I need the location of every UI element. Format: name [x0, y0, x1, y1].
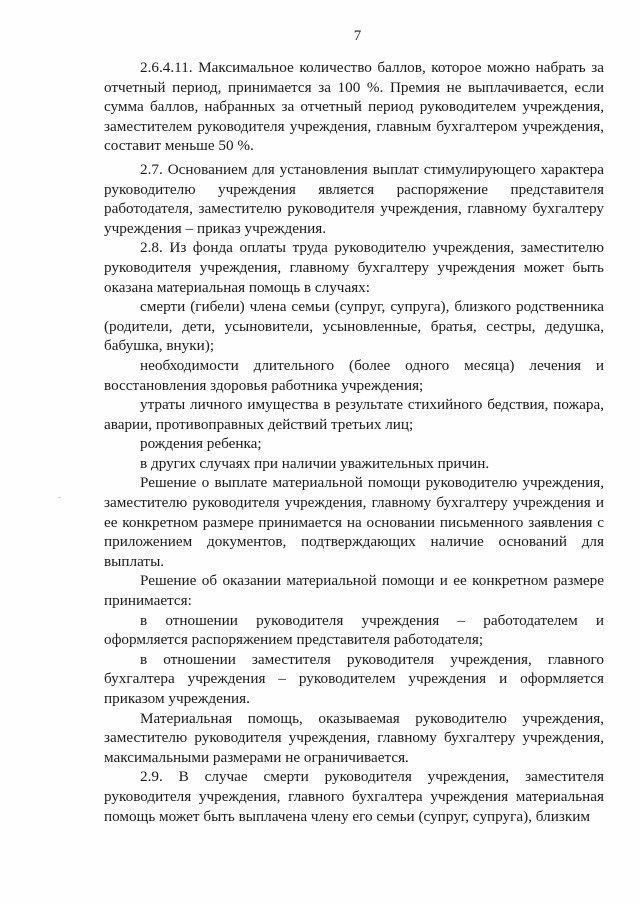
document-body	[104, 58, 604, 826]
paragraph-2-6-4-11: 2.6.4.11. Максимальное количество баллов, которое можно набрать за отчетный период, принимается за 100 %. Премия не выплачивается, если сумма баллов, набранных за отчетный период руководителем учреждения, заместителем руководителя учреждения, главным бухгалтером учреждения, составит меньше 50 %.	[104, 59, 604, 155]
list-item-regarding-head: в отношении руководителя учреждения – работодателем и оформляется распоряжением представителя работодателя;	[104, 611, 604, 649]
list-item-other-cases: в других случаях при наличии уважительных причин.	[140, 454, 490, 472]
paragraph-payment-decision: Решение о выплате материальной помощи руководителю учреждения, заместителю руководителя учреждения, главному бухгалтеру учреждения и ее конкретном размере принимается на основании письменного заявления с приложением документов, подтверждающих наличие оснований для выплаты.	[104, 474, 604, 570]
list-item-death-of-family-member: смерти (гибели) члена семьи (супруг, супруга), близкого родственника (родители, дети, усыновители, усыновленные, братья, сестры, дедушка, бабушка, внуки);	[104, 298, 604, 355]
scan-speck	[58, 497, 61, 498]
paragraph-2-9: 2.9. В случае смерти руководителя учреждения, заместителя руководителя учреждения, главного бухгалтера учреждения материальная помощь может быть выплачена члену его семьи (супруг, супруга), близким	[104, 768, 604, 825]
scan-speck	[590, 178, 592, 180]
page-number: 7	[353, 28, 362, 44]
list-item-regarding-deputy: в отношении заместителя руководителя учреждения, главного бухгалтера учреждения – руководителем учреждения и оформляется приказом учреждения.	[104, 650, 604, 707]
paragraph-2-7: 2.7. Основанием для установления выплат стимулирующего характера руководителю учреждения является распоряжение представителя работодателя, заместителю руководителя учреждения, главному бухгалтеру учреждения – приказ учреждения.	[104, 160, 604, 237]
paragraph-2-8: 2.8. Из фонда оплаты труда руководителю учреждения, заместителю руководителя учреждения, главному бухгалтеру учреждения может быть оказана материальная помощь в случаях:	[104, 239, 604, 296]
paragraph-decision-made: Решение об оказании материальной помощи и ее конкретном размере принимается:	[104, 572, 604, 610]
list-item-long-treatment: необходимости длительного (более одного месяца) лечения и восстановления здоровья работника учреждения;	[104, 356, 604, 394]
paragraph-no-limit: Материальная помощь, оказываемая руководителю учреждения, заместителю руководителя учреждения, главному бухгалтеру учреждения, максимальными размерами не ограничивается.	[104, 709, 604, 766]
list-item-property-loss: утраты личного имущества в результате стихийного бедствия, пожара, аварии, противоправных действий третьих лиц;	[104, 396, 604, 433]
list-item-child-birth: рождения ребенка;	[140, 435, 262, 453]
